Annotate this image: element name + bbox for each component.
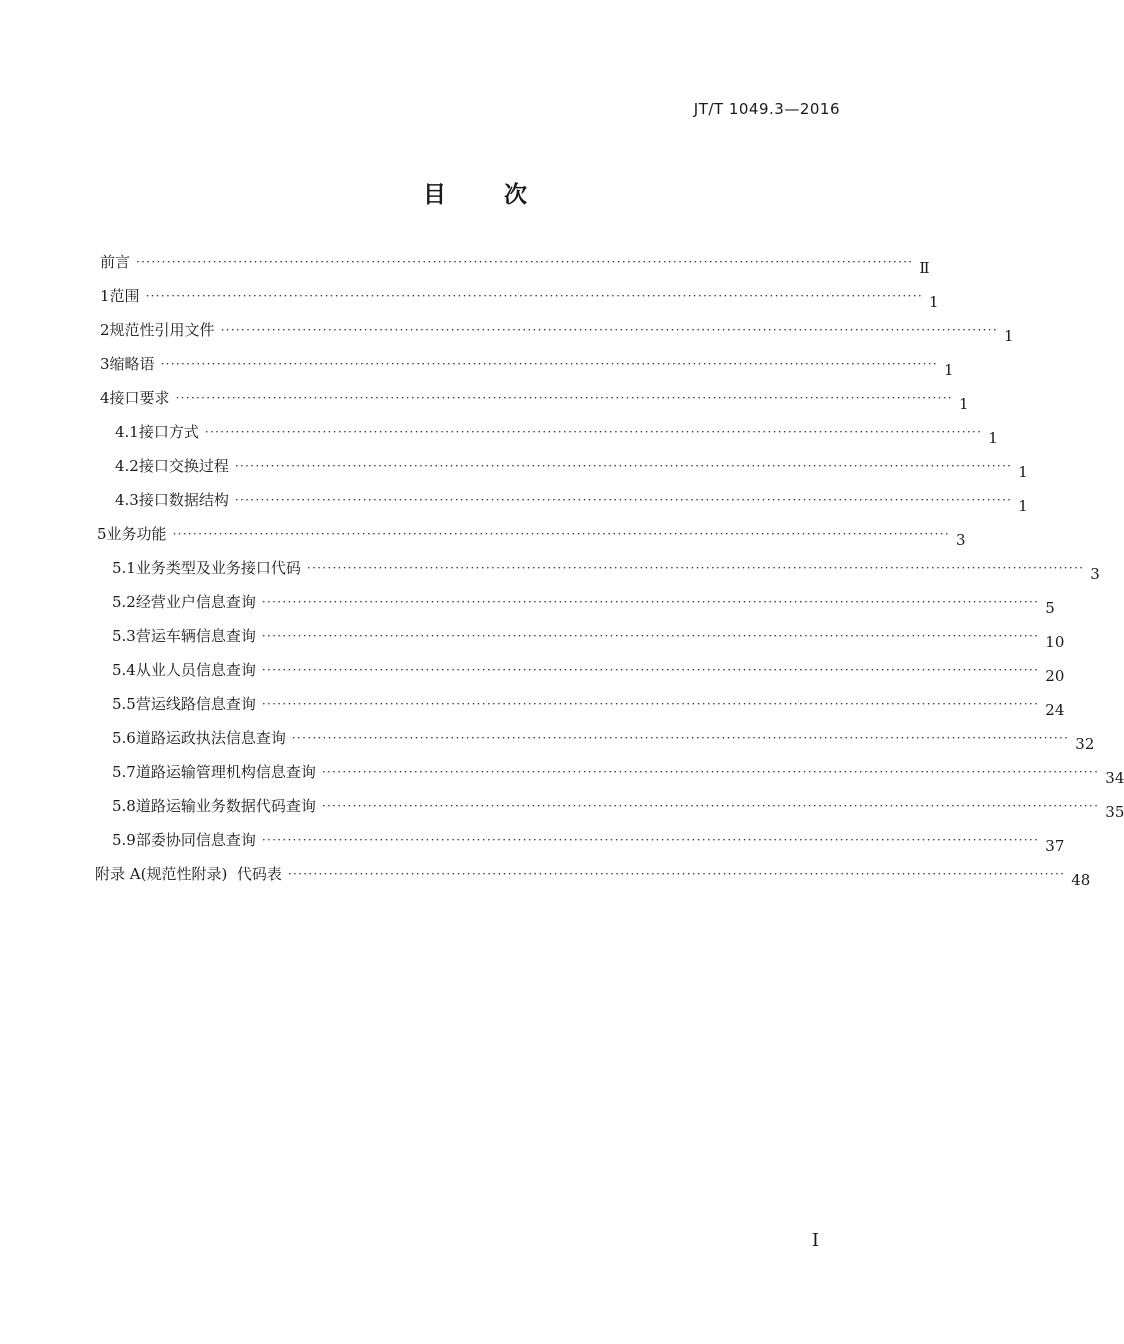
toc-entry-number: 4.1 <box>115 423 139 441</box>
toc-entry-5-1[interactable] <box>112 557 1100 583</box>
toc-entry-page: 35 <box>1105 803 1124 821</box>
toc-entry-page: 1 <box>928 293 939 311</box>
toc-entry-page: 1 <box>943 361 954 379</box>
toc-entry-number: 1 <box>100 287 110 305</box>
toc-entry-5-8[interactable] <box>112 795 1124 821</box>
toc-entry-page: 1 <box>1018 463 1028 481</box>
toc-entry-number: 3 <box>100 355 110 373</box>
dot-leader: ························································································································································ <box>234 493 1013 507</box>
toc-entry-text: 营运车辆信息查询 <box>135 627 256 645</box>
toc-entry-page: 5 <box>1045 599 1055 617</box>
dot-leader: ························································································································································ <box>234 459 1013 473</box>
toc-title-char: 目 <box>423 182 446 208</box>
toc-entry-4-3[interactable] <box>115 489 1028 515</box>
toc-entry-page: 1 <box>958 395 969 413</box>
dot-leader: ························································································································································ <box>204 425 983 439</box>
dot-leader: ························································································································································ <box>160 357 938 371</box>
toc-entry-number: 5.3 <box>112 627 136 645</box>
toc-entry-number: 5.2 <box>112 593 136 611</box>
toc-entry-number: 5.1 <box>112 559 136 577</box>
toc-entry-text: 前言 <box>100 253 131 271</box>
toc-entry-text: 道路运输业务数据代码查询 <box>135 797 316 815</box>
toc-entry-page: 32 <box>1075 735 1095 753</box>
toc-entry-number: 5 <box>97 525 107 543</box>
toc-entry-text: 缩略语 <box>109 355 155 373</box>
toc-entry-number: 5.9 <box>112 831 136 849</box>
toc-entry-number: 4.2 <box>115 457 139 475</box>
toc-entry-text: 经营业户信息查询 <box>135 593 256 611</box>
toc-entry-number: 4.3 <box>115 491 139 509</box>
dot-leader: ························································································································································ <box>145 289 923 303</box>
toc-entry-1[interactable] <box>100 285 939 311</box>
dot-leader: ························································································································································ <box>172 527 950 541</box>
toc-entry-2[interactable] <box>100 319 1014 345</box>
toc-entry-page: 1 <box>1018 497 1028 515</box>
toc-entry-text: 道路运政执法信息查询 <box>135 729 286 747</box>
toc-entry-5[interactable] <box>97 523 966 549</box>
dot-leader: ························································································································································ <box>321 799 1100 813</box>
toc-entry-5-5[interactable] <box>112 693 1065 719</box>
dot-leader: ························································································································································ <box>261 697 1040 711</box>
toc-entry-text: 规范性引用文件 <box>109 321 215 339</box>
toc-entry-text: 范围 <box>109 287 140 305</box>
toc-entry-number: 4 <box>100 389 110 407</box>
toc-entry-page: 20 <box>1045 667 1065 685</box>
dot-leader: ························································································································································ <box>261 595 1040 609</box>
toc-entry-page: 1 <box>1003 327 1014 345</box>
dot-leader: ························································································································································ <box>287 867 1066 881</box>
toc-entry-page: 10 <box>1045 633 1065 651</box>
toc-entry-text: 接口要求 <box>109 389 170 407</box>
toc-title <box>0 176 950 209</box>
dot-leader: ························································································································································ <box>261 663 1040 677</box>
toc-entry-number: 2 <box>100 321 110 339</box>
toc-entry-4[interactable] <box>100 387 969 413</box>
toc-entry-page: Ⅱ <box>919 259 930 277</box>
toc-entry-number: 5.6 <box>112 729 136 747</box>
toc-entry-4-2[interactable] <box>115 455 1028 481</box>
toc-entry-page: 3 <box>1090 565 1100 583</box>
toc-entry-page: 1 <box>988 429 998 447</box>
dot-leader: ························································································································································ <box>136 255 914 269</box>
toc-entry-number: 5.8 <box>112 797 136 815</box>
toc-entry-text: 营运线路信息查询 <box>135 695 256 713</box>
toc-entry-4-1[interactable] <box>115 421 998 447</box>
toc-entry-page: 48 <box>1071 871 1091 889</box>
toc-entry-number: 5.5 <box>112 695 136 713</box>
dot-leader: ························································································································································ <box>261 833 1040 847</box>
toc-entry-text: 道路运输管理机构信息查询 <box>135 763 316 781</box>
page-number: I <box>811 1230 819 1251</box>
document-code: JT/T 1049.3—2016 <box>693 100 840 118</box>
toc-entry-page: 3 <box>955 531 966 549</box>
toc-entry-text: 从业人员信息查询 <box>135 661 256 679</box>
dot-leader: ························································································································································ <box>321 765 1100 779</box>
toc-entry-appendix-a[interactable] <box>95 863 1091 889</box>
toc-entry-page: 24 <box>1045 701 1065 719</box>
toc-entry-5-6[interactable] <box>112 727 1095 753</box>
toc-entry-number: 5.7 <box>112 763 136 781</box>
toc-entry-5-4[interactable] <box>112 659 1065 685</box>
dot-leader: ························································································································································ <box>306 561 1085 575</box>
toc-entry-5-2[interactable] <box>112 591 1055 617</box>
toc-entry-text: 业务功能 <box>106 525 167 543</box>
toc-entry-text: 部委协同信息查询 <box>135 831 256 849</box>
toc-entry-text: 业务类型及业务接口代码 <box>135 559 301 577</box>
toc-entry-text: 接口交换过程 <box>138 457 229 475</box>
dot-leader: ························································································································································ <box>220 323 998 337</box>
toc-title-char: 次 <box>504 182 527 208</box>
toc-entry-page: 34 <box>1105 769 1124 787</box>
toc-entry-number: 5.4 <box>112 661 136 679</box>
toc-entry-text: 接口数据结构 <box>138 491 229 509</box>
toc-entry-3[interactable] <box>100 353 954 379</box>
toc-entry-5-7[interactable] <box>112 761 1124 787</box>
dot-leader: ························································································································································ <box>291 731 1070 745</box>
dot-leader: ························································································································································ <box>261 629 1040 643</box>
toc-entry-page: 37 <box>1045 837 1065 855</box>
toc-entry-text: 附录 A(规范性附录) 代码表 <box>95 865 282 883</box>
toc-entry-foreword[interactable] <box>100 251 930 277</box>
toc-entry-5-9[interactable] <box>112 829 1065 855</box>
dot-leader: ························································································································································ <box>175 391 953 405</box>
toc-entry-5-3[interactable] <box>112 625 1065 651</box>
toc-entry-text: 接口方式 <box>138 423 199 441</box>
